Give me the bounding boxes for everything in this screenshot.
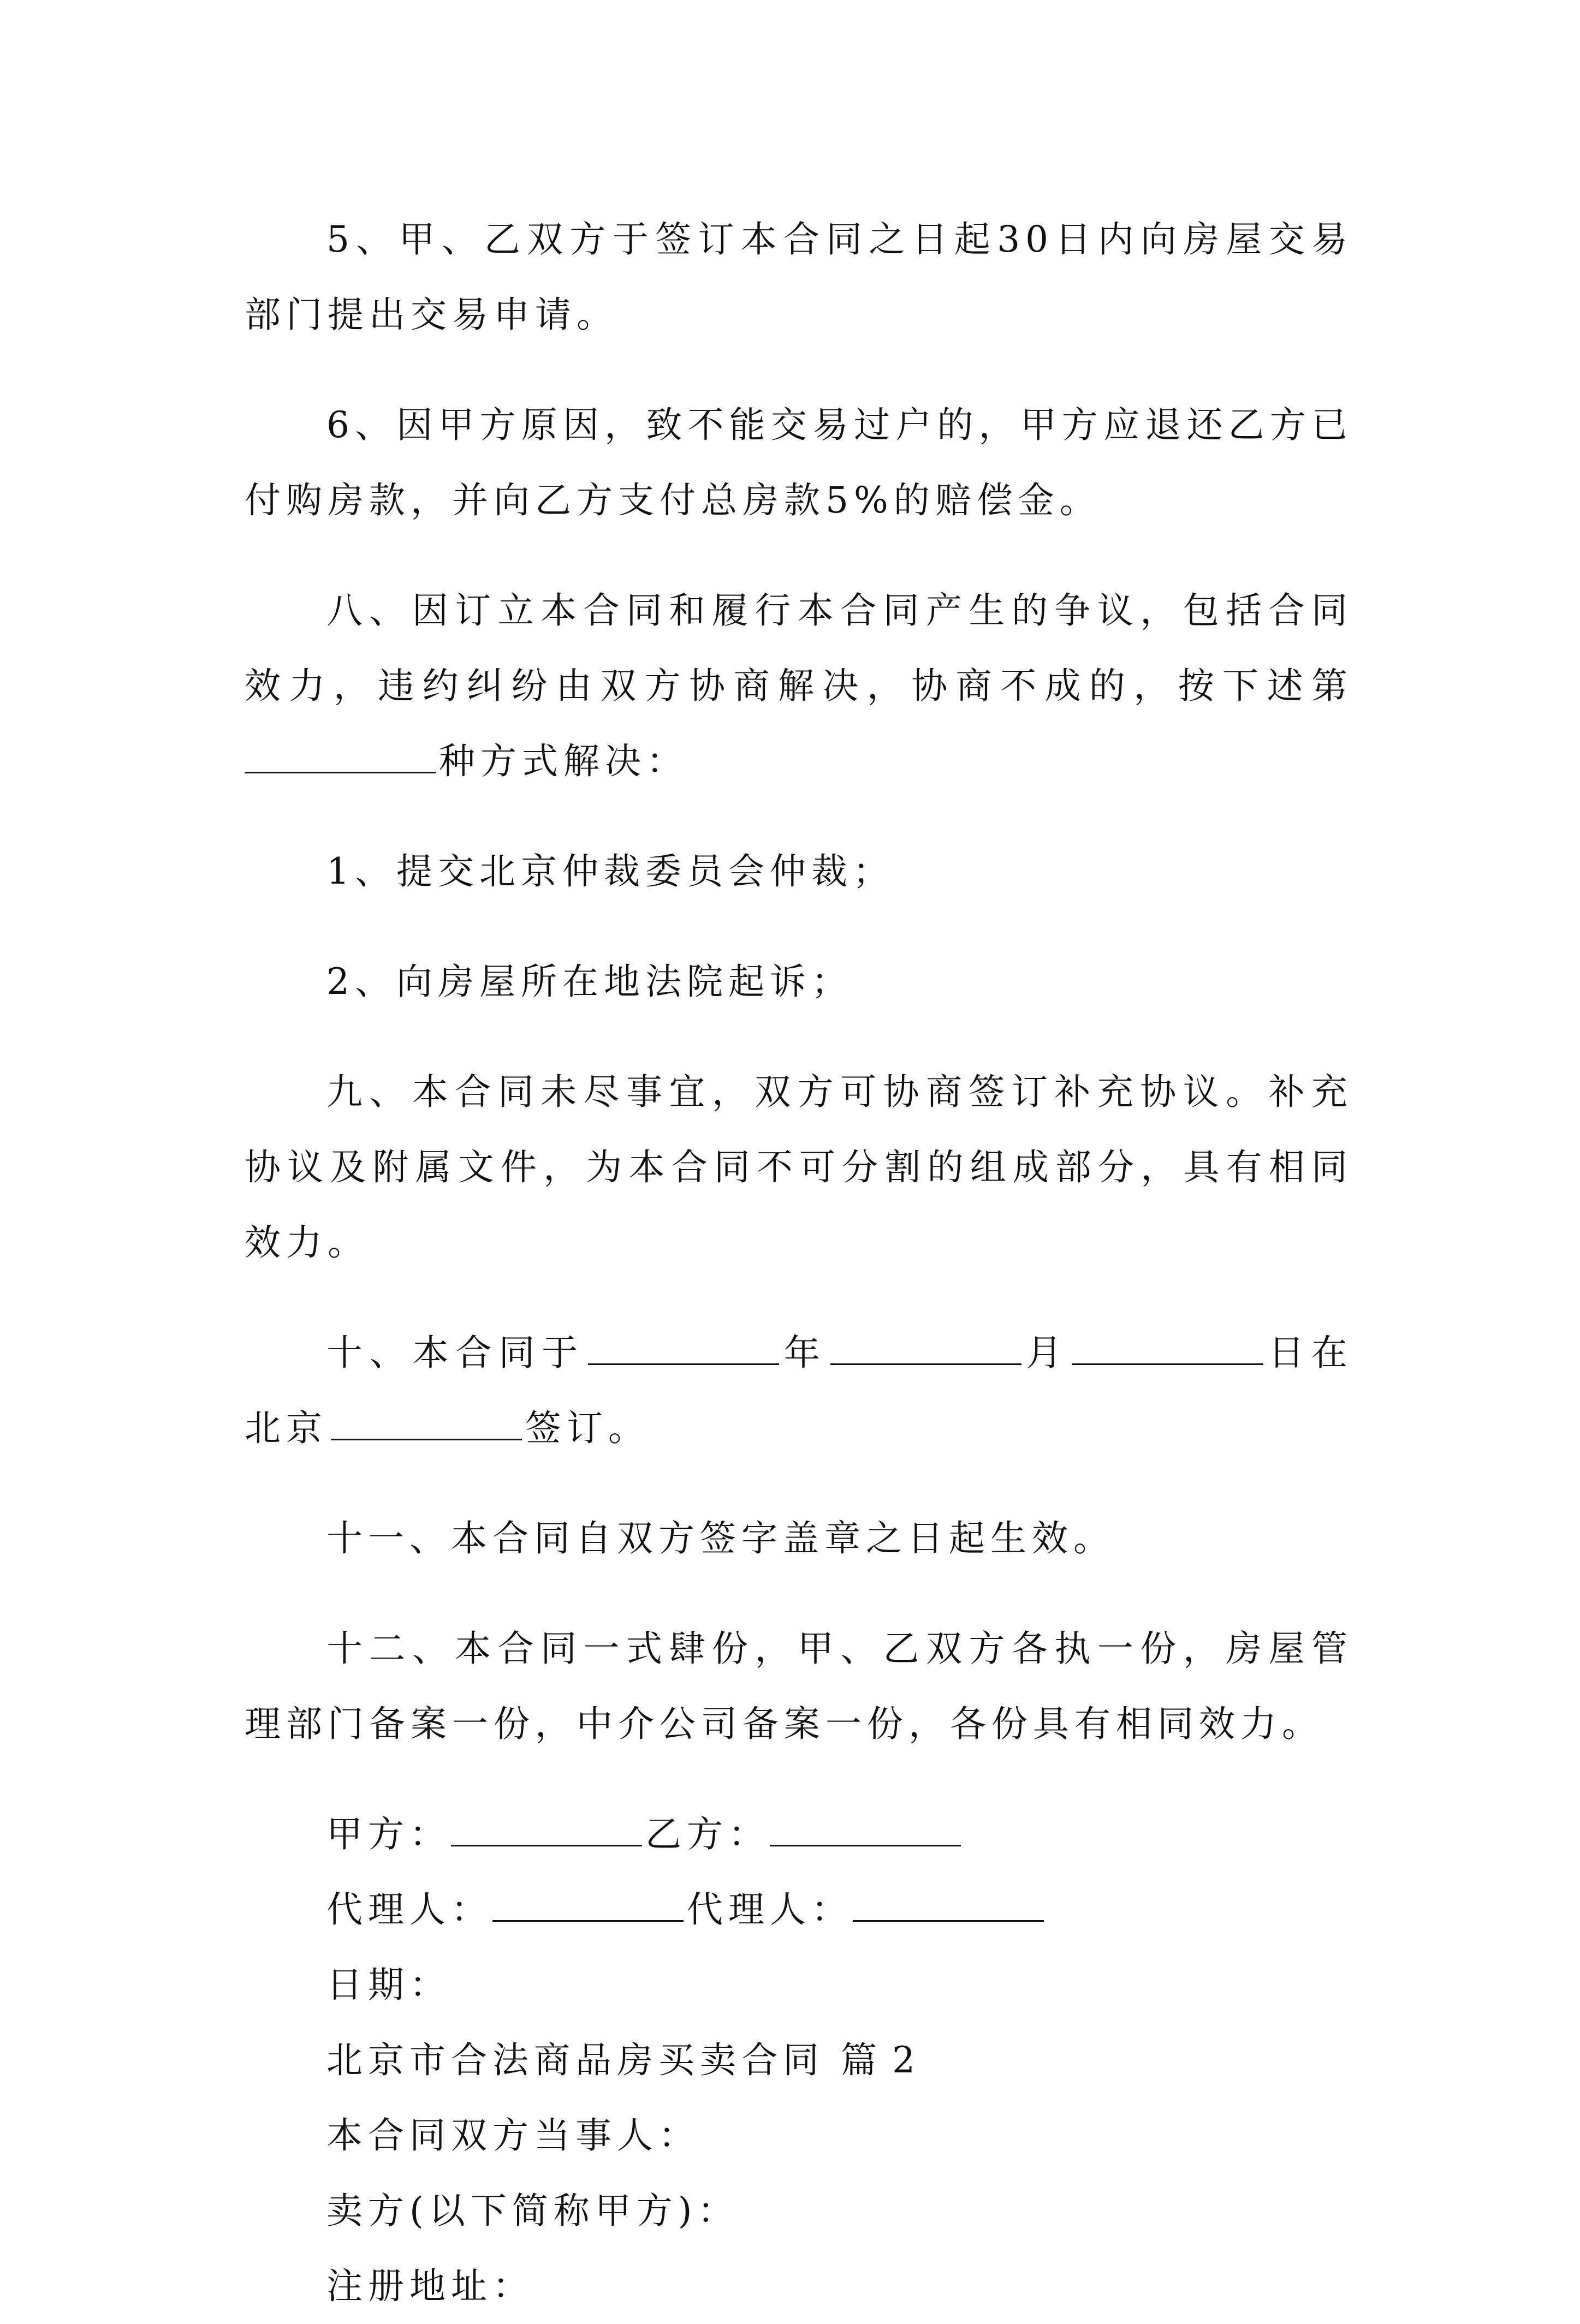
party-b-blank[interactable] <box>770 1813 961 1846</box>
section-2-seller: 卖方(以下简称甲方)： <box>326 2190 739 2232</box>
agent-b-blank[interactable] <box>853 1888 1044 1922</box>
blank-year[interactable] <box>588 1332 779 1365</box>
clause-8: 八、因订立本合同和履行本合同产生的争议，包括合同效力，违约纠纷由双方协商解决，协商不成的，按下述第种方式解决： <box>245 589 1353 782</box>
clause-8-option-2: 2、向房屋所在地法院起诉； <box>326 961 853 1003</box>
clause-7-6: 6、因甲方原因，致不能交易过户的，甲方应退还乙方已付购房款，并向乙方支付总房款5%的赔偿金。 <box>245 404 1353 521</box>
clause-9: 九、本合同未尽事宜，双方可协商签订补充协议。补充协议及附属文件，为本合同不可分割的组成部分，具有相同效力。 <box>245 1071 1353 1264</box>
blank-day[interactable] <box>1072 1332 1263 1365</box>
section-2-parties: 本合同双方当事人： <box>326 2114 700 2156</box>
clause-11: 十一、本合同自双方签字盖章之日起生效。 <box>326 1517 1115 1559</box>
section-2-address: 注册地址： <box>326 2265 534 2307</box>
document-body <box>245 202 1353 2324</box>
clause-7-5: 5、甲、乙双方于签订本合同之日起30日内向房屋交易部门提出交易申请。 <box>245 218 1353 336</box>
section-2-title: 北京市合法商品房买卖合同 篇 2 <box>326 2039 920 2081</box>
blank-month[interactable] <box>830 1332 1021 1365</box>
signature-date: 日期： <box>326 1964 451 2006</box>
clause-8-option-1: 1、提交北京仲裁委员会仲裁； <box>326 850 894 892</box>
blank-location[interactable] <box>331 1407 522 1440</box>
clause-12: 十二、本合同一式肆份，甲、乙双方各执一份，房屋管理部门备案一份，中介公司备案一份，各份具有相同效力。 <box>245 1628 1353 1745</box>
agent-a-blank[interactable] <box>492 1888 684 1922</box>
signature-agents: 代理人： 代理人： <box>245 1872 1353 1947</box>
signature-parties: 甲方： 乙方： <box>245 1797 1353 1872</box>
clause-10: 十、本合同于 年 月 日在北京 签订。 <box>245 1332 1353 1449</box>
blank-dispute-method[interactable] <box>245 740 436 773</box>
party-a-blank[interactable] <box>451 1813 642 1846</box>
